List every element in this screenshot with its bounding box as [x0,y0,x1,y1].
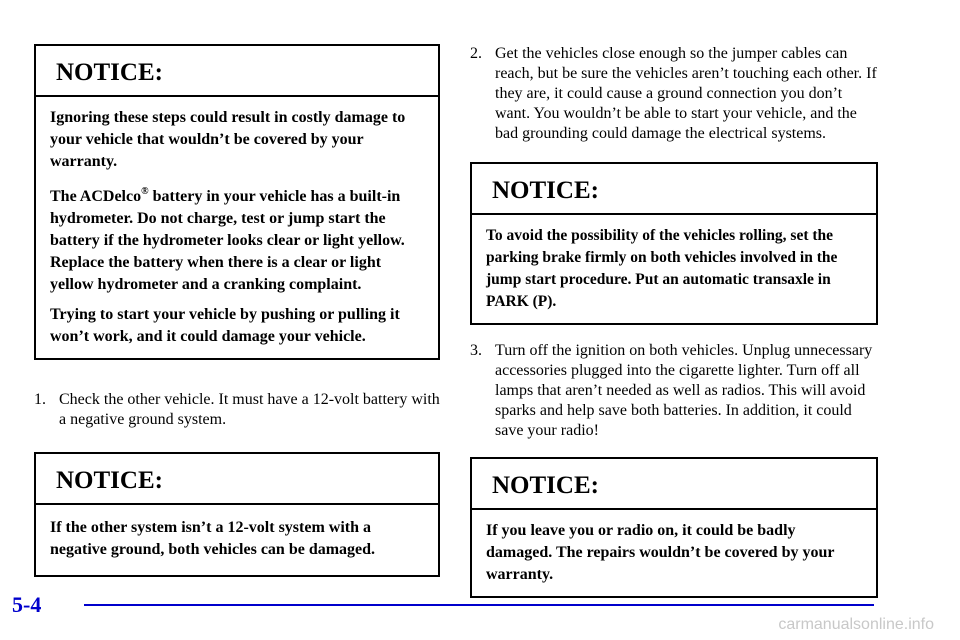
registered-mark: ® [141,186,149,197]
step-text: Turn off the ignition on both vehicles. Unplug unnecessary accessories plugged into the cigarette lighter. Turn off all lamps that aren’t needed as well as radios. This will avoid sparks and help save both batteries. In addition, it could save your radio! [495,342,873,439]
brand-name: The ACDelco [50,188,142,205]
notice-box-parking-brake [470,162,878,325]
notice-box-warranty [34,44,440,360]
notice-box-12-volt [34,452,440,577]
notice-paragraph-text: battery in your vehicle has a built-in hydrometer. Do not charge, test or jump start the battery if the hydrometer looks clear or light yellow. Replace the battery when there is a clear or light yellow hydrometer and a cranking complaint. [50,188,405,293]
notice-heading: NOTICE: [36,46,438,97]
step-3 [470,341,878,441]
notice-paragraph: If you leave you or radio on, it could be badly damaged. The repairs wouldn’t be covered by your warranty. [486,522,835,583]
step-1 [34,390,440,430]
notice-paragraph: To avoid the possibility of the vehicles rolling, set the parking brake firmly on both vehicles involved in the jump start procedure. Put an automatic transaxle in PARK (P). [486,227,838,310]
step-number: 3. [470,342,482,359]
page-number: 5-4 [12,592,42,617]
right-column [470,44,878,598]
footer-rule [84,604,874,606]
notice-body [472,215,876,323]
step-number: 2. [470,45,482,62]
step-text: Get the vehicles close enough so the jumper cables can reach, but be sure the vehicles aren’t touching each other. If they are, it could cause a ground connection you don’t want. You wouldn’t be able to start your vehicle, and the bad grounding could damage the electrical systems. [495,45,877,142]
watermark: carmanualsonline.info [778,616,934,633]
notice-paragraph-battery [50,181,426,296]
notice-body [472,510,876,596]
step-2 [470,44,878,144]
step-text: Check the other vehicle. It must have a 12-volt battery with a negative ground system. [59,391,440,428]
notice-heading: NOTICE: [36,454,438,505]
notice-box-radio [470,457,878,598]
notice-paragraph: Ignoring these steps could result in costly damage to your vehicle that wouldn’t be covered by your warranty. [50,109,406,170]
notice-paragraph: Trying to start your vehicle by pushing or pulling it won’t work, and it could damage your vehicle. [50,306,400,345]
notice-body [36,505,438,575]
notice-heading: NOTICE: [472,164,876,215]
notice-paragraph: If the other system isn’t a 12-volt system with a negative ground, both vehicles can be damaged. [50,519,376,558]
notice-heading: NOTICE: [472,459,876,510]
notice-body [36,97,438,358]
left-column [34,44,440,577]
step-number: 1. [34,391,46,408]
